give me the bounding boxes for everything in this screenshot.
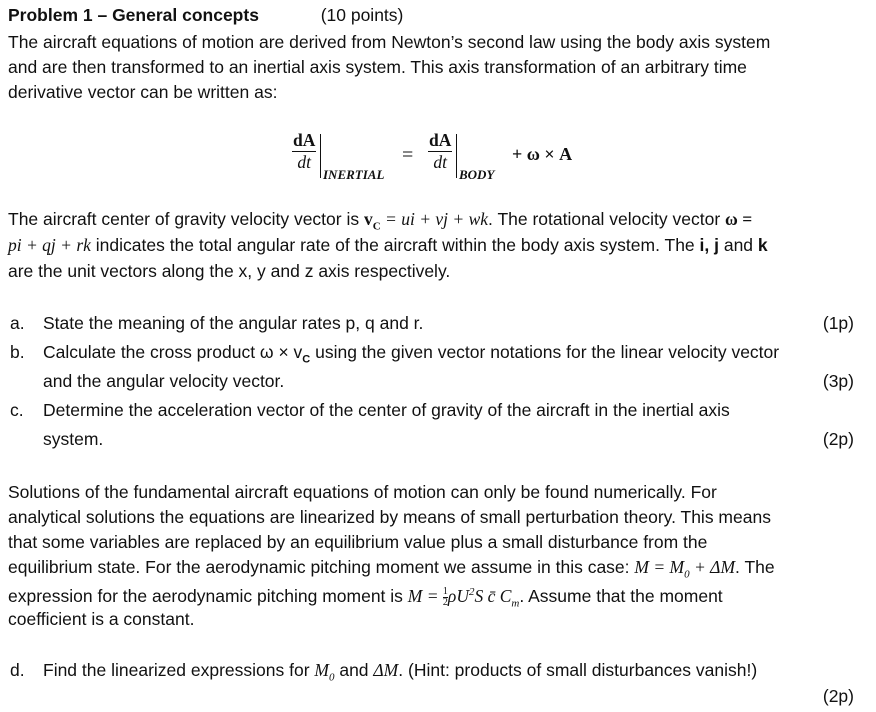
- item-b-line-2: and the angular velocity vector.: [43, 371, 285, 391]
- item-c-points: (2p): [822, 429, 854, 449]
- solutions-line-1: Solutions of the fundamental aircraft equations of motion can only be found numerically. For: [8, 482, 717, 502]
- equation-equals: =: [402, 144, 414, 166]
- solutions-text-6: . Assume that the moment: [519, 585, 723, 606]
- vc-equation: = ui + vj + wk: [380, 209, 489, 229]
- lhs-numerator: dA: [293, 130, 316, 150]
- item-d-m: M: [314, 660, 329, 680]
- item-b-line-1: Calculate the cross product $\omega \times v_C$ using the given vector notations for the linear velocity vector: [43, 342, 780, 366]
- solutions-text-5: expression for the aerodynamic pitching moment is: [8, 585, 408, 606]
- velocity-line-2: [8, 234, 768, 256]
- unit-vectors-ij: i, j: [699, 235, 719, 255]
- problem-points: (10 points): [320, 5, 404, 25]
- item-d-and: and: [334, 660, 374, 680]
- item-d-m-sub: 0: [328, 671, 335, 684]
- intro-line-3: derivative vector can be written as:: [8, 82, 278, 102]
- moment-eq-M: M = M: [634, 557, 685, 577]
- item-a-letter: a.: [10, 313, 25, 333]
- pitch-eq-Sc: S c̄ C: [474, 585, 512, 606]
- equation-tail: + ω × A: [512, 144, 573, 164]
- solutions-text-4: equilibrium state. For the aerodynamic pitching moment we assume in this case:: [8, 557, 635, 577]
- rhs-subscript: BODY: [459, 167, 495, 182]
- rhs-eval-bar: [456, 134, 457, 178]
- rhs-numerator: dA: [429, 130, 452, 150]
- solutions-text-the: . The: [735, 557, 775, 577]
- item-b-cross: Calculate the cross product ω × v: [43, 342, 303, 362]
- lhs-subscript: INERTIAL: [323, 167, 385, 182]
- pitch-eq-M: M =: [407, 585, 443, 606]
- omega-components: pi + qj + rk: [8, 235, 91, 255]
- velocity-text-and: and: [718, 235, 758, 255]
- equation-rhs-fraction: [428, 130, 452, 173]
- moment-eq-delta: + ΔM: [689, 557, 736, 577]
- item-d-letter: d.: [10, 660, 25, 680]
- velocity-text-2: . The rotational velocity vector: [488, 209, 726, 229]
- item-b-letter: b.: [10, 342, 25, 362]
- item-b-text-1: using the given vector notations for the linear velocity vector: [315, 342, 780, 362]
- item-d-post: . (Hint: products of small disturbances vanish!): [398, 660, 758, 680]
- half-num: 1: [442, 585, 448, 597]
- omega-equation: ω =: [725, 209, 753, 229]
- moment-eq-sub0: 0: [684, 568, 690, 581]
- item-c-letter: c.: [10, 400, 24, 420]
- vc-subscript: C: [372, 220, 381, 233]
- item-a-text: State the meaning of the angular rates p, q and r.: [43, 313, 424, 333]
- intro-line-2: and are then transformed to an inertial axis system. This axis transformation of an arbitrary time: [8, 57, 747, 77]
- solutions-line-2: analytical solutions the equations are linearized by means of small perturbation theory. This means: [8, 507, 771, 527]
- unit-vector-k: k: [757, 235, 768, 255]
- equation-lhs-fraction: [292, 130, 316, 173]
- pitch-eq-m: m: [511, 597, 520, 610]
- item-d-points: (2p): [822, 686, 854, 706]
- item-d-deltam: ΔM: [373, 660, 399, 680]
- vc-symbol: v: [363, 209, 373, 229]
- item-c-line-1: Determine the acceleration vector of the center of gravity of the aircraft in the inertial axis: [43, 400, 730, 420]
- solutions-line-3: that some variables are replaced by an equilibrium value plus a small disturbance from the: [8, 532, 708, 552]
- problem-title: Problem 1 – General concepts: [8, 5, 259, 25]
- lhs-eval-bar: [320, 134, 321, 178]
- velocity-line-3: are the unit vectors along the x, y and z axis respectively.: [8, 261, 451, 281]
- half-den: 2: [442, 596, 448, 608]
- item-c-line-2: system.: [43, 429, 104, 449]
- item-a-points: (1p): [822, 313, 854, 333]
- pitch-eq-rhoU: ρU: [447, 585, 469, 606]
- item-d-pre: Find the linearized expressions for: [43, 660, 315, 680]
- item-b-points: (3p): [822, 371, 854, 391]
- lhs-denominator: dt: [297, 152, 311, 172]
- problem-header: [8, 4, 403, 26]
- velocity-text-3: indicates the total angular rate of the aircraft within the body axis system. The: [90, 235, 700, 255]
- rhs-denominator: dt: [433, 152, 447, 172]
- solutions-line-6: coefficient is a constant.: [8, 609, 195, 629]
- velocity-text-1: The aircraft center of gravity velocity vector is: [8, 209, 364, 229]
- intro-line-1: The aircraft equations of motion are derived from Newton’s second law using the body axis system: [8, 32, 771, 52]
- pitch-eq-sq: 2: [468, 586, 475, 598]
- item-d-text: [43, 660, 757, 684]
